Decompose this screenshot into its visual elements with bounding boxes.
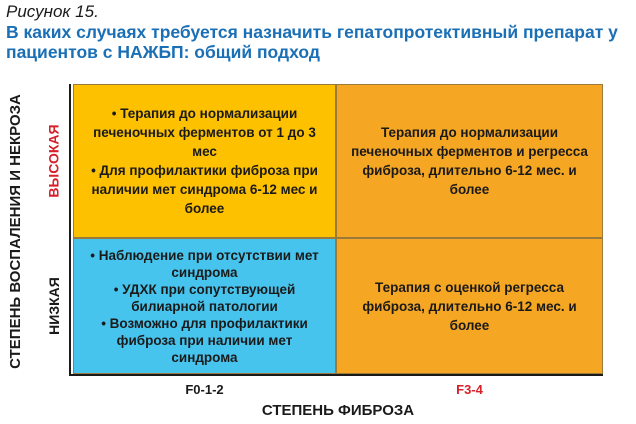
quadrant-grid — [73, 84, 603, 374]
list-item: • Для профилактики фиброза при наличии мет синдрома 6-12 мес и более — [91, 163, 318, 216]
cell-low-f0-list — [82, 247, 327, 366]
cell-low-f0 — [73, 238, 336, 374]
y-axis-line — [69, 84, 71, 376]
cell-high-f0 — [73, 84, 336, 238]
y-level-low-container — [44, 239, 64, 373]
x-level-f3-label: F3-4 — [456, 382, 483, 397]
figure-title: В каких случаях требуется назначить гепатопротективный препарат у пациентов с НАЖБП: общий подход — [6, 22, 618, 62]
y-level-low-label: НИЗКАЯ — [46, 277, 63, 335]
y-level-high-label: ВЫСОКАЯ — [46, 124, 62, 198]
list-item: • Наблюдение при отсутствии мет синдрома — [90, 247, 319, 280]
cell-high-f0-list — [82, 104, 327, 218]
figure-caption: Рисунок 15. — [6, 2, 99, 21]
cell-high-f3-text: Терапия до нормализации печеночных ферментов и регресса фиброза, длительно 6-12 мес. и более — [351, 125, 588, 197]
x-axis-title: СТЕПЕНЬ ФИБРОЗА — [261, 402, 415, 419]
y-axis-title: СТЕПЕНЬ ВОСПАЛЕНИЯ И НЕКРОЗА — [6, 93, 24, 369]
cell-low-f3 — [336, 238, 603, 374]
x-axis-line — [69, 374, 603, 376]
list-item: • Терапия до нормализации печеночных ферментов от 1 до 3 мес — [93, 106, 316, 159]
cell-low-f3-text: Терапия с оценкой регресса фиброза, длительно 6-12 мес. и более — [362, 279, 577, 333]
list-item: • Возможно для профилактики фиброза при наличии мет синдрома — [101, 315, 308, 365]
y-axis-title-container — [5, 74, 25, 388]
cell-high-f3 — [336, 84, 603, 238]
list-item: • УДХК при сопутствующей билиарной патологии — [113, 281, 296, 314]
x-level-f0-label: F0-1-2 — [185, 382, 224, 397]
y-level-high-container — [44, 85, 64, 237]
